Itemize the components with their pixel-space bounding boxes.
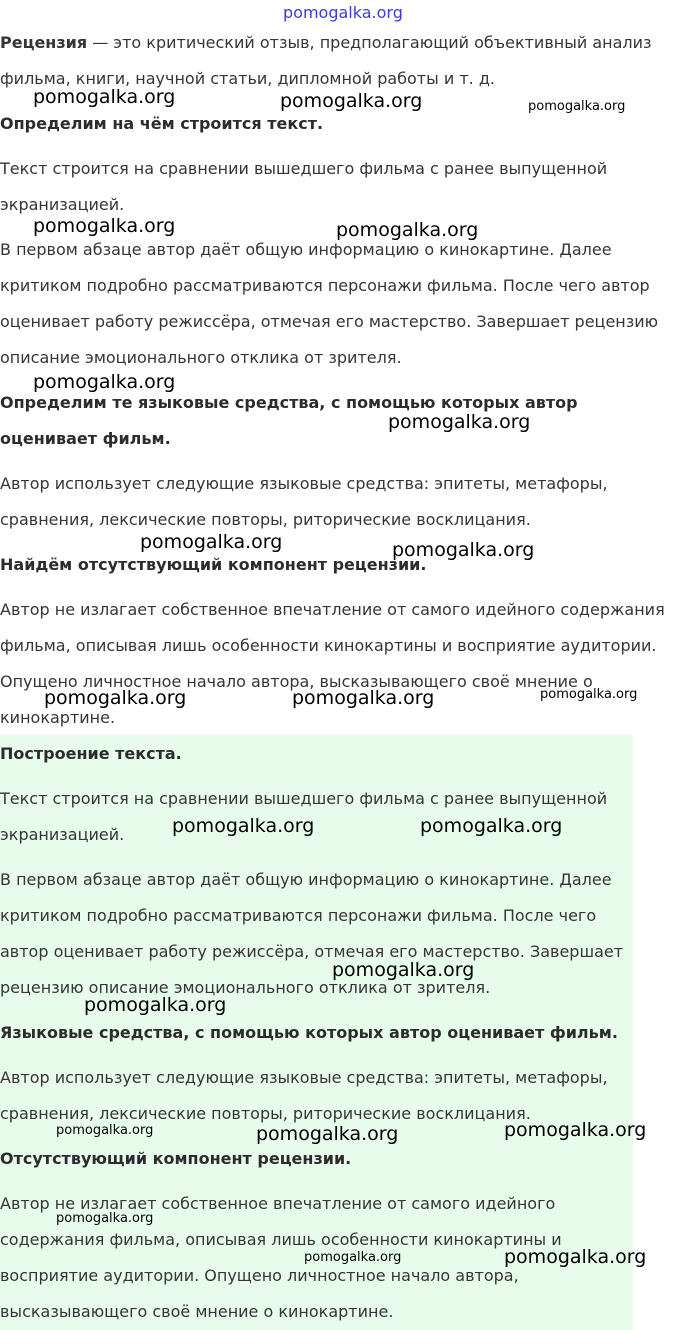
- watermark: pomogalka.org: [280, 90, 423, 112]
- watermark: pomogalka.org: [56, 1211, 154, 1226]
- answer-heading-missing: Отсутствующий компонент рецензии.: [0, 1149, 352, 1168]
- watermark: pomogalka.org: [33, 215, 176, 237]
- task1-heading: Определим на чём строится текст.: [0, 114, 324, 133]
- watermark: pomogalka.org: [392, 539, 535, 561]
- answer-heading-structure: Построение текста.: [0, 744, 182, 763]
- task1-text: Текст строится на сравнении вышедшего фильма с ранее выпущенной экранизацией.: [0, 159, 608, 214]
- watermark: pomogalka.org: [84, 994, 227, 1016]
- task2-heading: Определим те языковые средства, с помощью которых автор оценивает фильм.: [0, 393, 578, 448]
- watermark: pomogalka.org: [388, 411, 531, 433]
- watermark: pomogalka.org: [332, 959, 475, 981]
- top-watermark: pomogalka.org: [283, 3, 403, 22]
- watermark: pomogalka.org: [336, 219, 479, 241]
- watermark: pomogalka.org: [540, 687, 638, 702]
- watermark: pomogalka.org: [504, 1246, 647, 1268]
- watermark: pomogalka.org: [44, 687, 187, 709]
- answer-missing-text: Автор не излагает собственное впечатление от самого идейного содержания фильма, описывая лишь особенности кинокартины и восприятие аудитории. Опущено личностное начало автора, высказывающего своё мнение о кинокартине.: [0, 1194, 562, 1321]
- answer-structure-detail: В первом абзаце автор даёт общую информацию о кинокартине. Далее критиком подробно рассматриваются персонажи фильма. После чего автор оценивает работу режиссёра, отмечая его мастерство. Завершает рецензию описание эмоционального отклика от зрителя.: [0, 870, 624, 997]
- task1-detail: В первом абзаце автор даёт общую информацию о кинокартине. Далее критиком подробно рассматриваются персонажи фильма. После чего автор оценивает работу режиссёра, отмечая его мастерство. Завершает рецензию описание эмоционального отклика от зрителя.: [0, 240, 659, 367]
- watermark: pomogalka.org: [256, 1123, 399, 1145]
- watermark: pomogalka.org: [504, 1119, 647, 1141]
- watermark: pomogalka.org: [304, 1250, 402, 1265]
- task2-text: Автор использует следующие языковые средства: эпитеты, метафоры, сравнения, лексические повторы, риторические восклицания.: [0, 474, 608, 529]
- intro-definition: — это критический отзыв, предполагающий объективный анализ фильма, книги, научной статьи, дипломной работы и т. д.: [0, 33, 652, 88]
- watermark: pomogalka.org: [420, 815, 563, 837]
- answer-structure-text: Текст строится на сравнении вышедшего фильма с ранее выпущенной экранизацией.: [0, 789, 608, 844]
- watermark: pomogalka.org: [172, 815, 315, 837]
- watermark: pomogalka.org: [140, 531, 283, 553]
- task3-heading: Найдём отсутствующий компонент рецензии.: [0, 555, 427, 574]
- answer-devices-text: Автор использует следующие языковые средства: эпитеты, метафоры, сравнения, лексические повторы, риторические восклицания.: [0, 1068, 608, 1123]
- watermark: pomogalka.org: [528, 99, 626, 114]
- intro-term: Рецензия: [0, 33, 88, 52]
- watermark: pomogalka.org: [33, 371, 176, 393]
- task3-text: Автор не излагает собственное впечатление от самого идейного содержания фильма, описывая лишь особенности кинокартины и восприятие аудитории. Опущено личностное начало автора, высказывающего своё мнение о кинокартине.: [0, 600, 665, 727]
- answer-heading-devices: Языковые средства, с помощью которых автор оценивает фильм.: [0, 1023, 618, 1042]
- watermark: pomogalka.org: [292, 687, 435, 709]
- watermark: pomogalka.org: [56, 1123, 154, 1138]
- watermark: pomogalka.org: [33, 86, 176, 108]
